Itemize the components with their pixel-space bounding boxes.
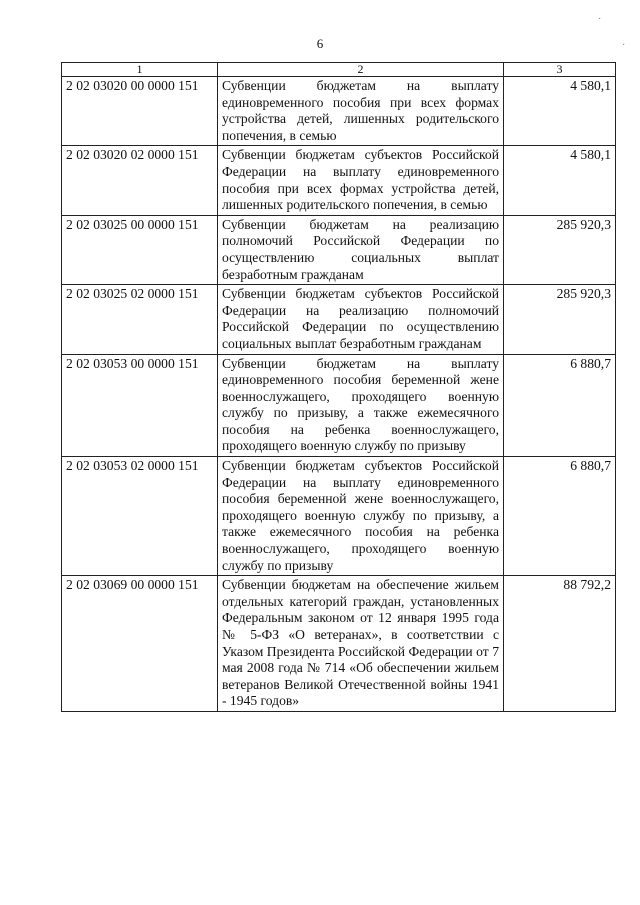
- scan-speck: ·: [598, 14, 602, 25]
- income-amount: 4 580,1: [504, 77, 616, 146]
- income-code: 2 02 03020 02 0000 151: [62, 146, 218, 215]
- income-code: 2 02 03053 00 0000 151: [62, 354, 218, 457]
- income-description: Субвенции бюджетам на выплату единовременного пособия при всех формах устройства детей, лишенных родительского попечения, в семью: [218, 77, 504, 146]
- income-amount: 285 920,3: [504, 215, 616, 284]
- income-code: 2 02 03053 02 0000 151: [62, 457, 218, 576]
- income-amount: 285 920,3: [504, 285, 616, 354]
- income-description: Субвенции бюджетам субъектов Российской Федерации на реализацию полномочий Российской Федерации по осуществлению социальных выплат безработным гражданам: [218, 285, 504, 354]
- income-description: Субвенции бюджетам на реализацию полномочий Российской Федерации по осуществлению социальных выплат безработным гражданам: [218, 215, 504, 284]
- income-code: 2 02 03025 02 0000 151: [62, 285, 218, 354]
- income-amount: 6 880,7: [504, 354, 616, 457]
- table-row: [62, 354, 616, 457]
- income-amount: 4 580,1: [504, 146, 616, 215]
- income-description: Субвенции бюджетам субъектов Российской Федерации на выплату единовременного пособия при всех формах устройства детей, лишенных родительского попечения, в семью: [218, 146, 504, 215]
- table-row: [62, 457, 616, 576]
- income-code: 2 02 03025 00 0000 151: [62, 215, 218, 284]
- table-row: [62, 146, 616, 215]
- table-row: [62, 215, 616, 284]
- table-row: [62, 77, 616, 146]
- page-number: 6: [316, 36, 324, 51]
- income-description: Субвенции бюджетам на выплату единовременного пособия беременной жене военнослужащего, проходящего военную службу по призыву, а также ежемесячного пособия на ребенка военнослужащего, проходящего военную службу по призыву: [218, 354, 504, 457]
- column-number-2: 2: [218, 63, 504, 77]
- budget-table: [61, 62, 616, 712]
- column-number-3: 3: [504, 63, 616, 77]
- income-code: 2 02 03069 00 0000 151: [62, 576, 218, 712]
- table-header-row: [62, 63, 616, 77]
- income-amount: 88 792,2: [504, 576, 616, 712]
- table-row: [62, 576, 616, 712]
- table-row: [62, 285, 616, 354]
- income-description: Субвенции бюджетам субъектов Российской Федерации на выплату единовременного пособия беременной жене военнослужащего, проходящего военную службу по призыву, а также ежемесячного пособия на ребенка военнослужащего, проходящего военную службу по призыву: [218, 457, 504, 576]
- income-code: 2 02 03020 00 0000 151: [62, 77, 218, 146]
- income-description: Субвенции бюджетам на обеспечение жильем отдельных категорий граждан, установленных Федеральным законом от 12 января 1995 года № 5-ФЗ «О ветеранах», в соответствии с Указом Президента Российской Федерации от 7 мая 2008 года № 714 «Об обеспечении жильем ветеранов Великой Отечественной войны 1941 - 1945 годов»: [218, 576, 504, 712]
- column-number-1: 1: [62, 63, 218, 77]
- income-amount: 6 880,7: [504, 457, 616, 576]
- scan-speck: ·: [622, 40, 626, 51]
